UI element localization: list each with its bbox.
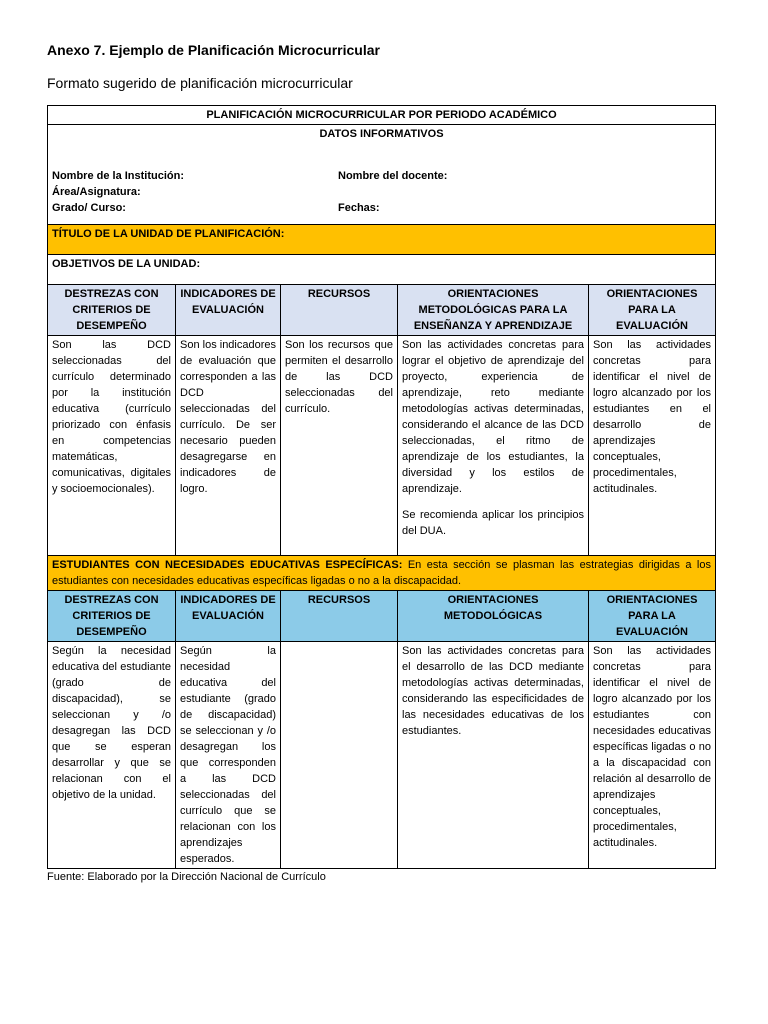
s1-cell-orientaciones-metodologicas — [398, 336, 589, 556]
label-fechas: Fechas: — [338, 202, 380, 214]
section2-content-row — [48, 642, 716, 869]
s1-cell-recursos: Son los recursos que permiten el desarrollo de las DCD seleccionadas del currículo. — [281, 336, 398, 556]
s1-cell-indicadores: Son los indicadores de evaluación que corresponden a las DCD seleccionadas del currículo. De ser necesario pueden desagregarse en indicadores de logro. — [176, 336, 281, 556]
datos-title: DATOS INFORMATIVOS — [319, 128, 444, 140]
s1-metodologicas-text: Son las actividades concretas para lograr el objetivo de aprendizaje del proyecto, experiencia de aprendizaje, reto mediante metodologías activas determinadas, considerando el alcance de las DCD seleccionadas, el ritmo de aprendizaje de los estudiantes, la diversidad y los estilos de aprendizaje. — [402, 339, 584, 495]
annex-heading: Anexo 7. Ejemplo de Planificación Microcurricular — [47, 42, 380, 58]
annex-subheading: Formato sugerido de planificación microcurricular — [47, 75, 353, 91]
s1-cell-destrezas: Son las DCD seleccionadas del currículo determinado por la institución educativa (currículo priorizado con énfasis en competencias matemáticas, comunicativas, digitales y socioemocionales). — [48, 336, 176, 556]
section1-header-row — [48, 285, 716, 336]
nee-text: En esta sección se plasman las estrategias dirigidas a los estudiantes con necesidades educativas específicas ligadas o no a la discapacidad. — [52, 559, 711, 587]
section1-content-row — [48, 336, 716, 556]
s2-cell-orientaciones-evaluacion: Son las actividades concretas para identificar el nivel de logro alcanzado por los estudiantes con necesidades educativas específicas ligadas o no a la discapacidad con relación al desarrollo de aprendizajes conceptuales, procedimentales, actitudinales. — [589, 642, 716, 869]
s2-header-recursos: RECURSOS — [281, 591, 398, 642]
planning-table — [47, 105, 716, 869]
s2-cell-recursos — [281, 642, 398, 869]
s1-header-recursos: RECURSOS — [281, 285, 398, 336]
table-title: PLANIFICACIÓN MICROCURRICULAR POR PERIODO ACADÉMICO — [48, 106, 716, 125]
s2-header-destrezas: DESTREZAS CON CRITERIOS DE DESEMPEÑO — [48, 591, 176, 642]
label-docente: Nombre del docente: — [338, 170, 448, 182]
s1-header-destrezas: DESTREZAS CON CRITERIOS DE DESEMPEÑO — [48, 285, 176, 336]
s2-header-orientaciones-metodologicas: ORIENTACIONES METODOLÓGICAS — [398, 591, 589, 642]
s2-cell-destrezas: Según la necesidad educativa del estudiante (grado de discapacidad), se seleccionan y /o desagregan las DCD que se esperan desarrollar y que se relacionan con el objetivo de la unidad. — [48, 642, 176, 869]
titulo-unidad: TÍTULO DE LA UNIDAD DE PLANIFICACIÓN: — [48, 225, 716, 255]
s1-header-orientaciones-evaluacion: ORIENTACIONES PARA LA EVALUACIÓN — [589, 285, 716, 336]
objetivos-unidad: OBJETIVOS DE LA UNIDAD: — [48, 255, 716, 285]
s1-cell-orientaciones-evaluacion: Son las actividades concretas para identificar el nivel de logro alcanzado por los estudiantes en el desarrollo de aprendizajes conceptuales, procedimentales, actitudinales. — [589, 336, 716, 556]
section2-header-row — [48, 591, 716, 642]
s2-cell-indicadores: Según la necesidad educativa del estudiante (grado de discapacidad) se seleccionan y /o desagregan los que corresponden a las DCD seleccionadas del currículo que se relacionan con los aprendizajes esperados. — [176, 642, 281, 869]
s2-cell-orientaciones-metodologicas: Son las actividades concretas para el desarrollo de las DCD mediante metodologías activas determinadas, considerando las especificidades de las necesidades educativas de los estudiantes. — [398, 642, 589, 869]
datos-informativos — [48, 125, 716, 225]
label-grado: Grado/ Curso: — [52, 202, 126, 214]
nee-banner — [48, 556, 716, 591]
label-institucion: Nombre de la Institución: — [52, 170, 185, 182]
s1-dua-note: Se recomienda aplicar los principios del DUA. — [402, 509, 584, 537]
s2-header-indicadores: INDICADORES DE EVALUACIÓN — [176, 591, 281, 642]
s1-header-indicadores: INDICADORES DE EVALUACIÓN — [176, 285, 281, 336]
s1-header-orientaciones-metodologicas: ORIENTACIONES METODOLÓGICAS PARA LA ENSEÑANZA Y APRENDIZAJE — [398, 285, 589, 336]
source-footer: Fuente: Elaborado por la Dirección Nacional de Currículo — [47, 871, 326, 883]
s2-header-orientaciones-evaluacion: ORIENTACIONES PARA LA EVALUACIÓN — [589, 591, 716, 642]
nee-lead: ESTUDIANTES CON NECESIDADES EDUCATIVAS ESPECÍFICAS: — [52, 559, 403, 571]
label-area: Área/Asignatura: — [52, 186, 141, 198]
